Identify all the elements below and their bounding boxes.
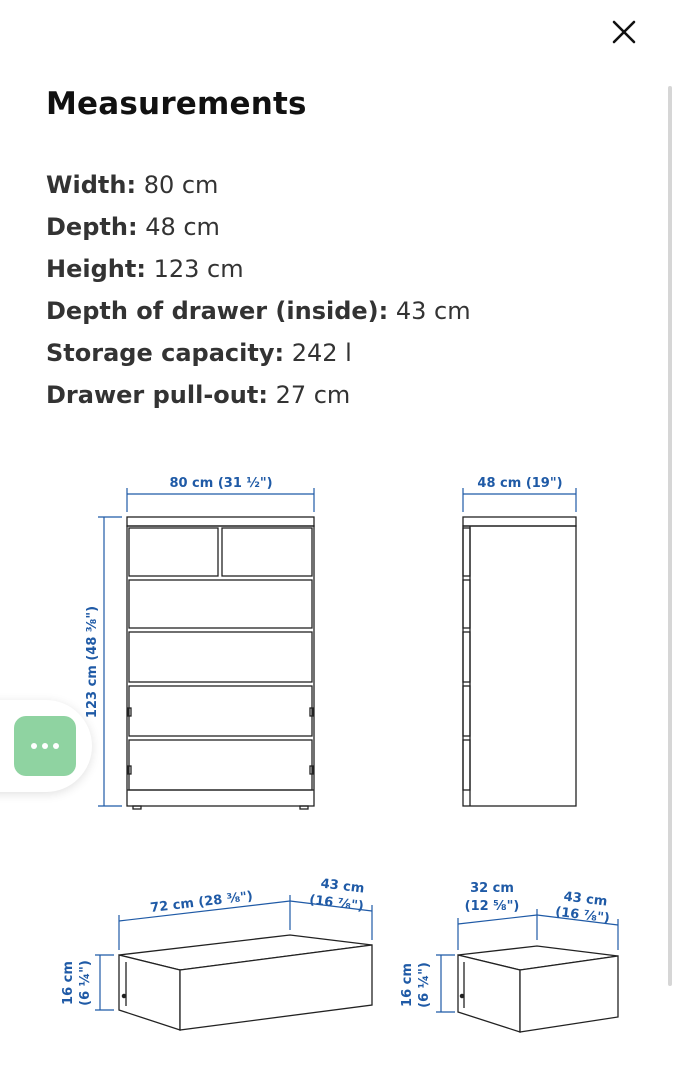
spec-value: 242 l	[291, 339, 352, 367]
small-drawer-height-cm-label: 16 cm	[400, 963, 415, 1007]
front-width-label: 80 cm (31 ½")	[169, 476, 273, 491]
spec-label: Drawer pull-out:	[46, 381, 268, 409]
spec-row-height	[46, 248, 471, 290]
close-button[interactable]	[606, 14, 642, 50]
large-drawer-width-label: 72 cm (28 ⅜")	[149, 889, 254, 916]
spec-value: 80 cm	[143, 171, 219, 199]
small-drawer-height-in-label: (6 ¼")	[417, 962, 432, 1008]
spec-row-storage	[46, 332, 471, 374]
spec-label: Height:	[46, 255, 146, 283]
large-drawer-depth-in-label: (16 ⅞")	[308, 892, 365, 915]
small-drawer-width-cm-label: 32 cm	[470, 881, 514, 896]
front-height-label: 123 cm (48 ⅜")	[85, 605, 100, 719]
small-drawer-depth-cm-label: 43 cm	[562, 889, 609, 910]
spec-label: Depth of drawer (inside):	[46, 297, 389, 325]
small-drawer-depth-in-label: (16 ⅞")	[554, 904, 611, 927]
measurement-diagram	[0, 440, 676, 1060]
page-title: Measurements	[46, 86, 307, 122]
spec-row-width	[46, 164, 471, 206]
chat-button[interactable]	[14, 716, 76, 776]
small-drawer-drawing	[458, 946, 618, 1032]
large-drawer-height-cm-label: 16 cm	[61, 961, 76, 1005]
spec-value: 48 cm	[145, 213, 220, 241]
large-drawer-drawing	[119, 935, 372, 1030]
large-drawer-height-in-label: (6 ¼")	[78, 960, 93, 1006]
spec-label: Width:	[46, 171, 137, 199]
large-drawer-depth-cm-label: 43 cm	[319, 876, 366, 897]
dresser-front-view	[127, 517, 314, 809]
spec-row-depth	[46, 206, 471, 248]
spec-row-pullout	[46, 374, 471, 416]
spec-label: Depth:	[46, 213, 138, 241]
more-dots-icon	[29, 743, 62, 749]
small-drawer-width-in-label: (12 ⅝")	[464, 899, 520, 914]
spec-value: 123 cm	[153, 255, 244, 283]
spec-label: Storage capacity:	[46, 339, 285, 367]
front-dimension-lines	[98, 488, 314, 806]
side-depth-label: 48 cm (19")	[477, 476, 563, 491]
dresser-side-view	[463, 517, 576, 806]
spec-row-drawer-depth	[46, 290, 471, 332]
spec-list	[46, 164, 471, 416]
close-icon	[611, 19, 637, 45]
spec-value: 27 cm	[275, 381, 351, 409]
side-dimension-lines	[463, 488, 576, 512]
spec-value: 43 cm	[395, 297, 471, 325]
